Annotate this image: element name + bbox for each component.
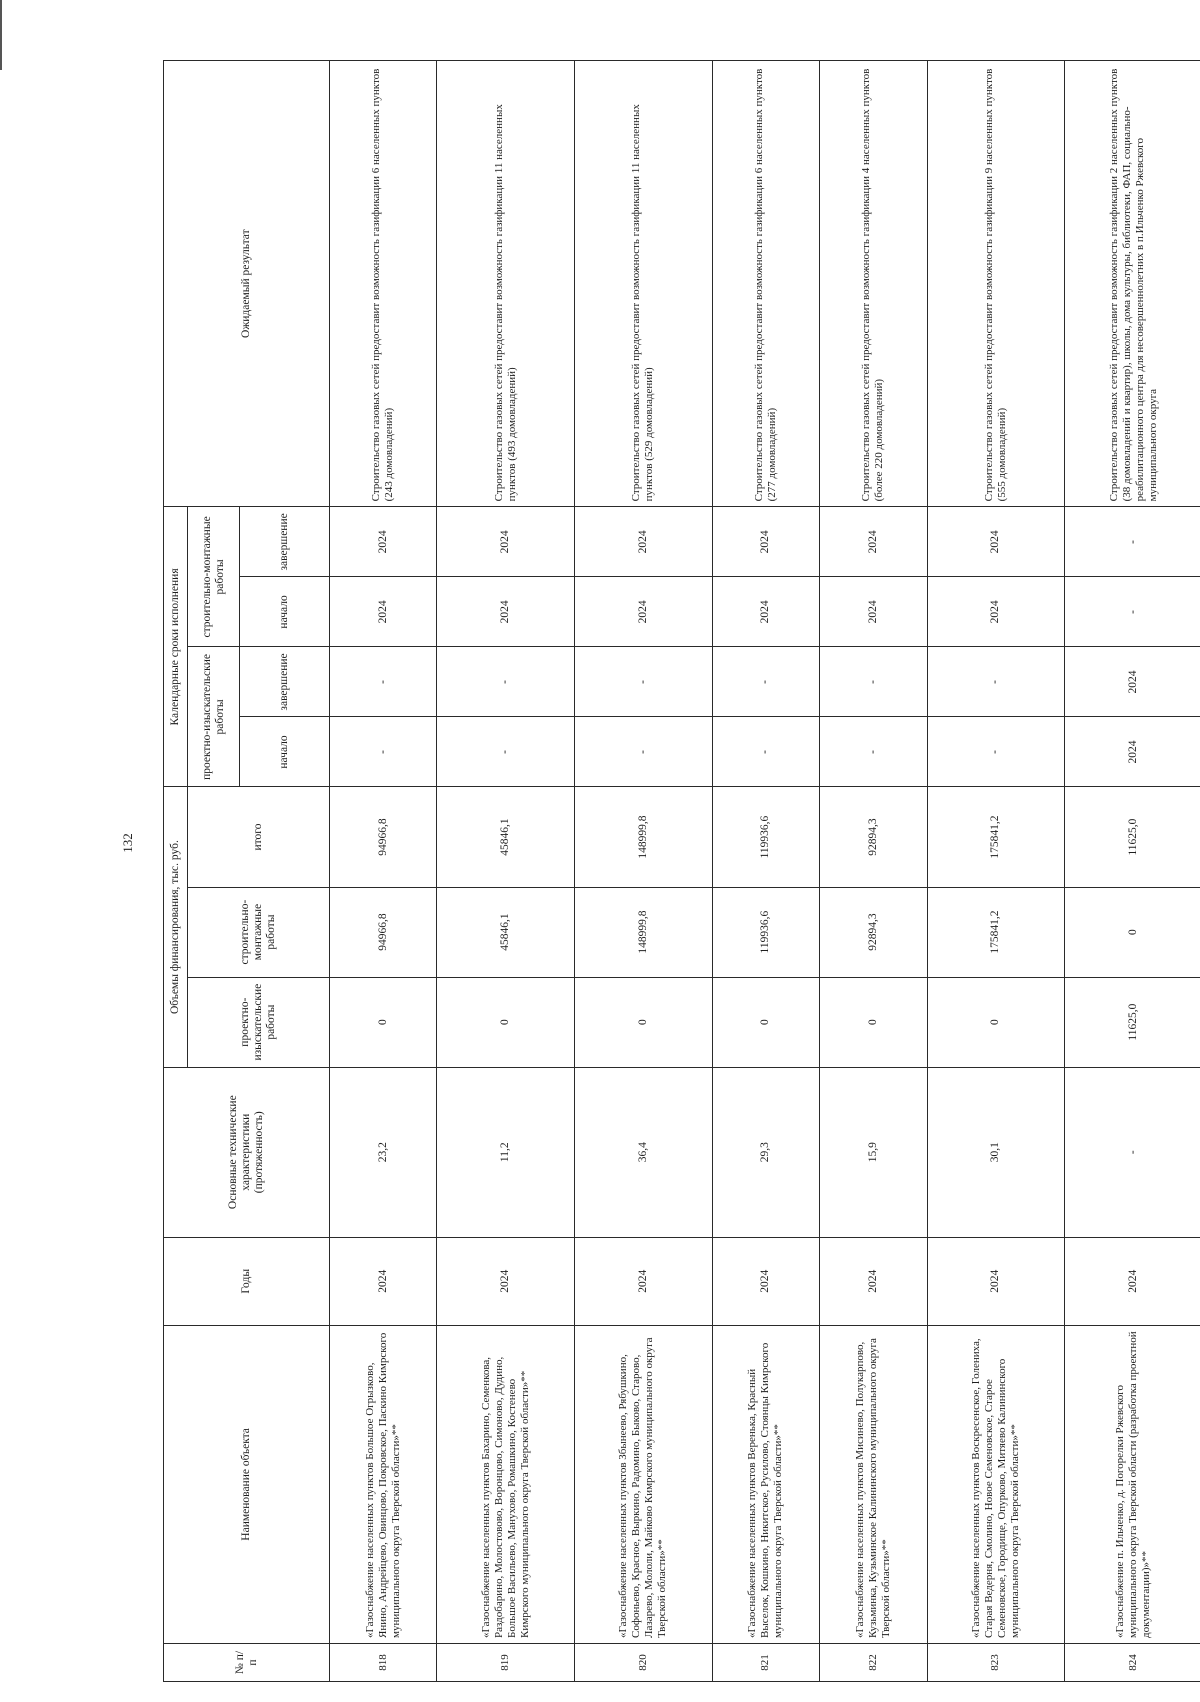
row-fin-design: 0 — [437, 977, 575, 1067]
table-body — [330, 61, 1200, 1682]
header-fin-build: строительно-монтажные работы — [188, 887, 330, 977]
row-years: 2024 — [712, 1237, 819, 1325]
row-build-end: 2024 — [330, 507, 437, 577]
row-build-start: 2024 — [712, 577, 819, 647]
rotated-table-wrapper — [163, 60, 1200, 1682]
row-years: 2024 — [575, 1237, 713, 1325]
row-name: «Газоснабжение п. Ильченко, д. Погорелки Ржевского муниципального округа Тверской области (разработка проектной документации)»** — [1065, 1325, 1200, 1643]
row-result: Строительство газовых сетей предоставит возможность газификации 4 населенных пунктов (более 220 домовладений) — [820, 61, 927, 507]
row-build-end: 2024 — [712, 507, 819, 577]
row-result: Строительство газовых сетей предоставит возможность газификации 11 населенных пунктов (493 домовладений) — [437, 61, 575, 507]
row-result: Строительство газовых сетей предоставит возможность газификации 2 населенных пунктов (38 домовладений и квартир), школы, дома культуры, библиотеки, ФАП, социально-реабилитационного центра для несовершеннолетних в п.Ильченко Ржевского муниципального округа — [1065, 61, 1200, 507]
row-build-start: 2024 — [820, 577, 927, 647]
row-design-end: - — [437, 647, 575, 717]
row-num: 819 — [437, 1643, 575, 1681]
row-name: «Газоснабжение населенных пунктов Воскресенское, Голениха, Старая Ведерня, Смолино, Новое Семеновское, Старое Семеновское, Городище, Опурково, Митяево Калининского муниципального округа Тверской области»** — [927, 1325, 1065, 1643]
row-name: «Газоснабжение населенных пунктов Збынеево, Рябушкино, Софоньево, Красное, Выркино, Радомино, Быково, Старово, Лазарево, Мололи, Майково Кимрского муниципального округа Тверской области»** — [575, 1325, 713, 1643]
scan-edge-mark — [0, 0, 2, 70]
row-fin-design: 0 — [820, 977, 927, 1067]
row-fin-total: 94966,8 — [330, 787, 437, 887]
row-design-end: - — [927, 647, 1065, 717]
row-result: Строительство газовых сетей предоставит возможность газификации 11 населенных пунктов (529 домовладений) — [575, 61, 713, 507]
row-num: 818 — [330, 1643, 437, 1681]
row-fin-build: 0 — [1065, 887, 1200, 977]
row-num: 821 — [712, 1643, 819, 1681]
page-number: 132 — [120, 833, 135, 853]
header-fin-design: проектно-изыскательские работы — [188, 977, 330, 1067]
row-build-start: 2024 — [437, 577, 575, 647]
row-build-end: - — [1065, 507, 1200, 577]
row-tech: 15,9 — [820, 1067, 927, 1237]
row-result: Строительство газовых сетей предоставит возможность газификации 6 населенных пунктов (243 домовладений) — [330, 61, 437, 507]
row-tech: 11,2 — [437, 1067, 575, 1237]
row-build-end: 2024 — [820, 507, 927, 577]
row-years: 2024 — [330, 1237, 437, 1325]
header-calendar: Календарные сроки исполнения — [164, 507, 188, 787]
table-row — [820, 61, 927, 1682]
row-result: Строительство газовых сетей предоставит возможность газификации 6 населенных пунктов (277 домовладений) — [712, 61, 819, 507]
row-design-start: - — [927, 717, 1065, 787]
header-years: Годы — [164, 1237, 330, 1325]
header-finance: Объемы финансирования, тыс. руб. — [164, 787, 188, 1067]
gasification-objects-table — [163, 60, 1200, 1682]
header-design-start: начало — [240, 717, 330, 787]
row-design-end: - — [575, 647, 713, 717]
row-fin-design: 11625,0 — [1065, 977, 1200, 1067]
row-num: 820 — [575, 1643, 713, 1681]
row-fin-total: 45846,1 — [437, 787, 575, 887]
row-build-start: 2024 — [927, 577, 1065, 647]
row-tech: 30,1 — [927, 1067, 1065, 1237]
row-fin-design: 0 — [927, 977, 1065, 1067]
row-fin-build: 175841,2 — [927, 887, 1065, 977]
row-name: «Газоснабжение населенных пунктов Бахарино, Семенкова, Раздобарино, Молостовово, Воронцово, Симоново, Дудино, Большое Васильево, Манухово, Ромашкино, Костенево Кимрского муниципального округа Тверской области»** — [437, 1325, 575, 1643]
header-name: Наименование объекта — [164, 1325, 330, 1643]
header-result: Ожидаемый результат — [164, 61, 330, 507]
row-tech: 36,4 — [575, 1067, 713, 1237]
row-years: 2024 — [1065, 1237, 1200, 1325]
row-build-end: 2024 — [575, 507, 713, 577]
row-design-end: - — [330, 647, 437, 717]
row-num: 822 — [820, 1643, 927, 1681]
row-result: Строительство газовых сетей предоставит возможность газификации 9 населенных пунктов (555 домовладений) — [927, 61, 1065, 507]
row-fin-build: 45846,1 — [437, 887, 575, 977]
row-years: 2024 — [437, 1237, 575, 1325]
header-tech: Основные технические характеристики (протяженность) — [164, 1067, 330, 1237]
row-num: 823 — [927, 1643, 1065, 1681]
row-tech: 29,3 — [712, 1067, 819, 1237]
row-fin-total: 148999,8 — [575, 787, 713, 887]
header-cal-design: проектно-изыскательские работы — [188, 647, 240, 787]
row-name: «Газоснабжение населенных пунктов Веренька, Красный Выселок, Кошкино, Никитское, Русилово, Стоянцы Кимрского муниципального округа Тверской области»** — [712, 1325, 819, 1643]
table-row — [1065, 61, 1200, 1682]
row-years: 2024 — [820, 1237, 927, 1325]
row-fin-design: 0 — [712, 977, 819, 1067]
row-num: 824 — [1065, 1643, 1200, 1681]
row-design-start: - — [820, 717, 927, 787]
row-fin-design: 0 — [330, 977, 437, 1067]
row-fin-total: 92894,3 — [820, 787, 927, 887]
header-num: № п/п — [164, 1643, 330, 1681]
header-design-end: завершение — [240, 647, 330, 717]
row-tech: 23,2 — [330, 1067, 437, 1237]
table-row — [712, 61, 819, 1682]
row-fin-design: 0 — [575, 977, 713, 1067]
row-fin-total: 11625,0 — [1065, 787, 1200, 887]
row-years: 2024 — [927, 1237, 1065, 1325]
row-build-start: 2024 — [575, 577, 713, 647]
row-design-end: - — [712, 647, 819, 717]
row-build-end: 2024 — [437, 507, 575, 577]
row-design-start: - — [575, 717, 713, 787]
row-fin-total: 119936,6 — [712, 787, 819, 887]
row-design-start: - — [437, 717, 575, 787]
row-design-start: 2024 — [1065, 717, 1200, 787]
table-row — [437, 61, 575, 1682]
header-build-end: завершение — [240, 507, 330, 577]
row-design-start: - — [712, 717, 819, 787]
row-design-end: - — [820, 647, 927, 717]
table-row — [575, 61, 713, 1682]
row-build-start: - — [1065, 577, 1200, 647]
row-design-end: 2024 — [1065, 647, 1200, 717]
row-tech: - — [1065, 1067, 1200, 1237]
row-name: «Газоснабжение населенных пунктов Мисинево, Полукарпово, Кузьминка, Кузьминское Калининского муниципального округа Тверской области»** — [820, 1325, 927, 1643]
row-fin-build: 94966,8 — [330, 887, 437, 977]
row-name: «Газоснабжение населенных пунктов Большое Огрызково, Янино, Андрейцево, Овинцово, Покровское, Паскино Кимрского муниципального округа Тверской области»** — [330, 1325, 437, 1643]
row-build-start: 2024 — [330, 577, 437, 647]
header-cal-build: строительно-монтажные работы — [188, 507, 240, 647]
row-fin-build: 119936,6 — [712, 887, 819, 977]
row-fin-build: 92894,3 — [820, 887, 927, 977]
row-fin-build: 148999,8 — [575, 887, 713, 977]
table-row — [927, 61, 1065, 1682]
header-fin-total: итого — [188, 787, 330, 887]
header-build-start: начало — [240, 577, 330, 647]
row-fin-total: 175841,2 — [927, 787, 1065, 887]
table-row — [330, 61, 437, 1682]
row-build-end: 2024 — [927, 507, 1065, 577]
row-design-start: - — [330, 717, 437, 787]
table-header — [164, 61, 330, 1682]
